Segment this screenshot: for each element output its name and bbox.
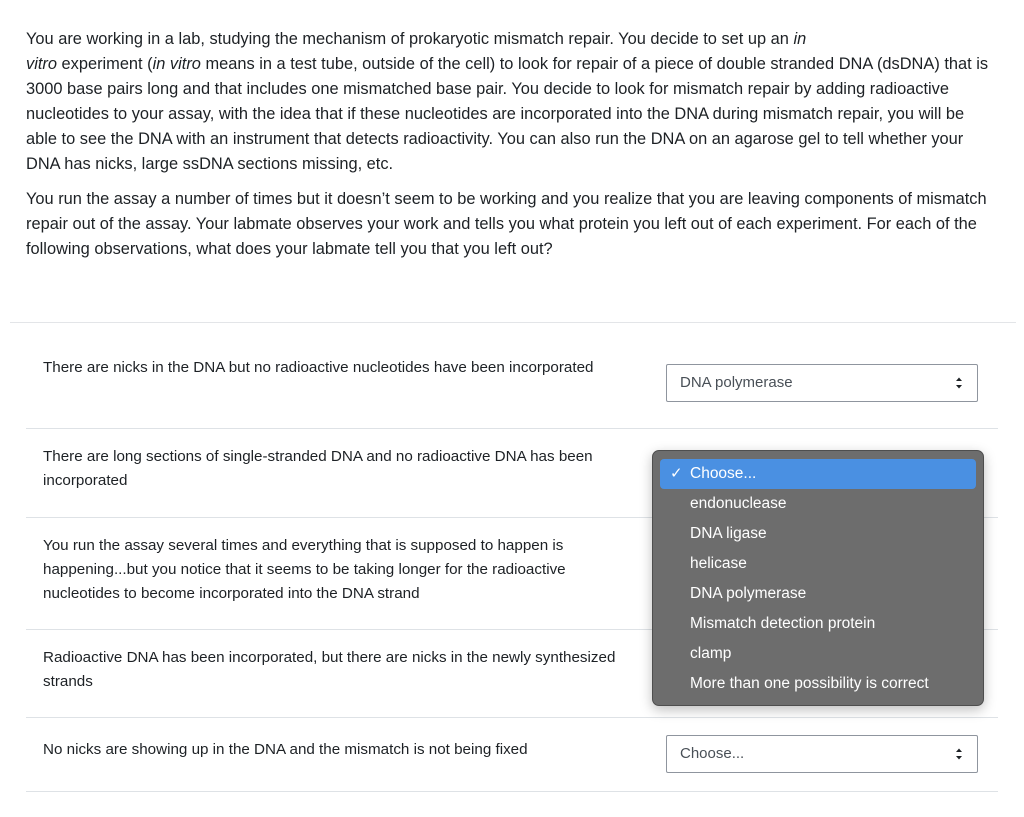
- option-choose[interactable]: ✓ Choose...: [660, 459, 976, 489]
- row-2-prompt: There are long sections of single-stranded DNA and no radioactive DNA has been incorporated: [43, 448, 593, 489]
- row-5-select-value: Choose...: [680, 745, 745, 762]
- question-text: [26, 27, 998, 272]
- checkmark-icon: ✓: [670, 465, 683, 482]
- option-dna-polymerase[interactable]: DNA polymerase: [690, 585, 807, 602]
- option-clamp[interactable]: clamp: [690, 645, 732, 662]
- row-5-select[interactable]: [666, 735, 978, 773]
- row-1-select[interactable]: [666, 364, 978, 402]
- match-row-5: [26, 718, 998, 792]
- row-1-prompt: There are nicks in the DNA but no radioactive nucleotides have been incorporated: [43, 359, 594, 376]
- row-3-prompt: You run the assay several times and everything that is supposed to happen is happening...but you notice that it seems to be taking longer for the radioactive nucleotides to become incorporated into the DNA strand: [43, 537, 566, 602]
- match-row-1: [26, 323, 998, 429]
- option-helicase[interactable]: helicase: [690, 555, 747, 572]
- option-more-than-one[interactable]: More than one possibility is correct: [690, 675, 929, 692]
- row-4-prompt: Radioactive DNA has been incorporated, but there are nicks in the newly synthesized strands: [43, 649, 616, 690]
- option-endonuclease[interactable]: endonuclease: [690, 495, 787, 512]
- option-dna-ligase[interactable]: DNA ligase: [690, 525, 767, 542]
- question-paragraph-2: You run the assay a number of times but it doesn’t seem to be working and you realize that you are leaving components of mismatch repair out of the assay. Your labmate observes your work and tells you what protein you left out of each experiment. For each of the following observations, what does your labmate tell you that you left out?: [26, 190, 987, 258]
- option-mismatch-detection-protein[interactable]: Mismatch detection protein: [690, 615, 876, 632]
- row-5-prompt: No nicks are showing up in the DNA and the mismatch is not being fixed: [43, 741, 528, 758]
- row-1-select-value: DNA polymerase: [680, 374, 793, 391]
- select-arrows-icon: [955, 747, 963, 761]
- row-2-dropdown-menu: [652, 450, 984, 706]
- select-arrows-icon: [955, 376, 963, 390]
- question-paragraph-1: You are working in a lab, studying the mechanism of prokaryotic mismatch repair. You decide to set up an in vitro experiment (in vitro means in a test tube, outside of the cell) to look for repair of a piece of double stranded DNA (dsDNA) that is 3000 base pairs long and that includes one mismatched base pair. You decide to look for mismatch repair by adding radioactive nucleotides to your assay, with the idea that if these nucleotides are incorporated into the DNA during mismatch repair, you will be able to see the DNA with an instrument that detects radioactivity. You can also run the DNA on an agarose gel to tell whether your DNA has nicks, large ssDNA sections missing, etc.: [26, 30, 989, 173]
